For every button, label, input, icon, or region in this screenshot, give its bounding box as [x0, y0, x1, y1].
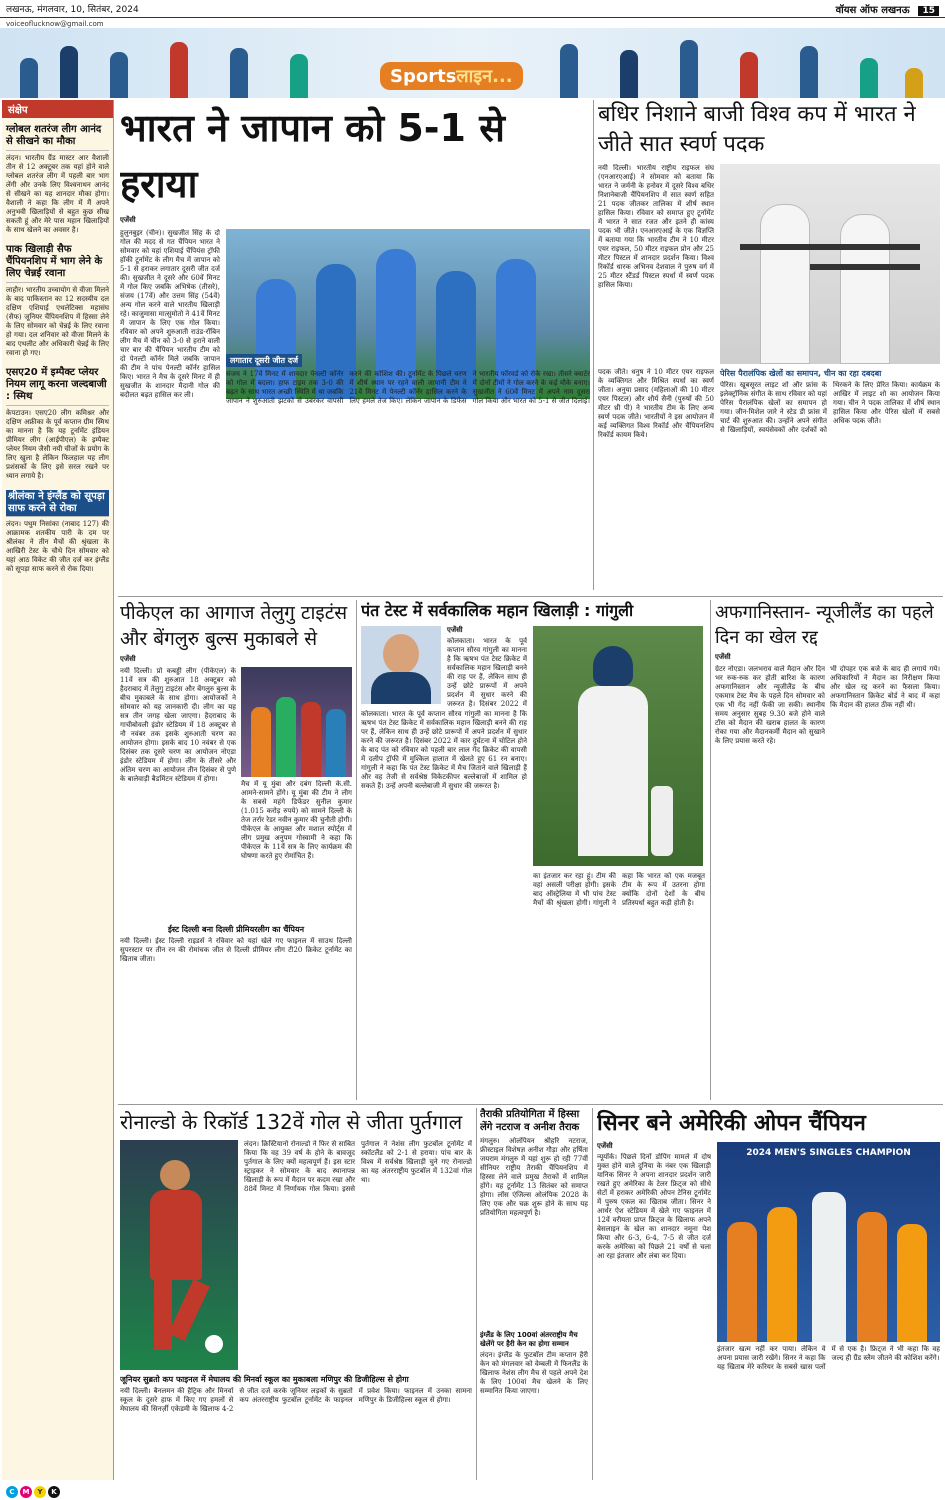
- paralympics-text: पेरिस। खूबसूरत लाइट शो और फ्रांस के इलेक्ट्रॉनिक संगीत के साथ रविवार को यहां पेरिस पैरालंपिक खेलों का समापन हो गया। जीन-मिशेल जारे ने स्टेड डी फ्रांस में चार्ट की शुरुआत की। उन्होंने अपने संगीत से खिलाड़ियों, स्वयंसेवकों और दर्शकों को थिरकने के लिए प्रेरित किया। कार्यक्रम के आखिर में लाइट शो का आयोजन किया गया। चीन ने पदक तालिका में शीर्ष स्थान हासिल किया और पेरिस खेलों में सबसे अधिक पदक जीते।: [720, 381, 940, 434]
- brief-headline: ग्लोबल शतरंज लीग आनंद से सीखने का मौका: [6, 124, 109, 151]
- brief-headline: एसए20 में इम्पैक्ट प्लेयर नियम लागू करना जल्दबाजी : स्मिथ: [6, 367, 109, 406]
- sinner-headline: सिनर बने अमेरिकी ओपन चैंपियन: [597, 1111, 866, 1136]
- ganguly-text-full: कोलकाता। भारत के पूर्व कप्तान सौरव गांगुली का मानना है कि ऋषभ पंत टेस्ट क्रिकेट में सर्वकालिक महान खिलाड़ी बनने की राह पर हैं, लेकिन साथ ही उन्हें छोटे प्रारूपों में अपने प्रदर्शन में सुधार करने की जरूरत है। दिसंबर 2022 में कार दुर्घटना में चोटिल होने के बाद पंत को रविवार को पहली बार लाल गेंद क्रिकेट की वापसी में दलीप ट्रॉफी में मुश्किल हालात में खेलते हुए 61 रन बनाए। गांगुली ने कहा कि पंत टेस्ट क्रिकेट में मैच जिताने वाले खिलाड़ी हैं और वह तेजी से सर्वश्रेष्ठ विकेटकीपर बल्लेबाजों में शामिल हो सकते हैं। उन्हें अपनी बल्लेबाजी में सुधार की जरूरत है।: [361, 710, 527, 790]
- ganguly-agency: एजेंसी: [447, 626, 463, 634]
- banner-figure: [230, 48, 248, 98]
- kabaddi-headline: पीकेएल का आगाज तेलुगु टाइटंस और बेंगलुरु बुल्स मुकाबले से: [120, 602, 348, 650]
- subroto-subhead: जूनियर सुब्रतो कप फाइनल में मेघालय की मिनर्वा स्कूल का मुकाबला मणिपुर की डिजीहिल्स से होगा: [120, 1375, 409, 1384]
- banner-figure: [800, 46, 818, 98]
- section-rule: [118, 596, 943, 597]
- banner-figure: [290, 54, 308, 98]
- sinner-story: [597, 1108, 940, 1480]
- column-rule: [593, 100, 594, 590]
- section-title-a: Sports: [390, 66, 457, 87]
- website: voiceoflucknow@gmail.com: [6, 20, 104, 28]
- banner-figure: [860, 58, 878, 98]
- afg-headline: अफगानिस्तान- न्यूजीलैंड का पहले दिन का खेल रद्द: [715, 602, 934, 648]
- sinner-text-2: इंतजार खत्म नहीं कर पाया। लेकिन वे अपना प्रयास जारी रखेंगे। सिनर ने कहा कि यह खिताब मेरे करियर के सबसे खास पलों में से एक है। फ्रिट्ज ने भी कहा कि वह जल्द ही ग्रैंड स्लैम जीतने की कोशिश करेंगे।: [717, 1345, 940, 1371]
- dpl-text: नयी दिल्ली। ईस्ट दिल्ली राइडर्स ने रविवार को यहां खेले गए फाइनल में साउथ दिल्ली सुपरस्टार पर तीन रन की रोमांचक जीत से दिल्ली प्रीमियर लीग टी20 क्रिकेट टूर्नामेंट का खिताब जीता।: [120, 937, 352, 963]
- sinner-photo: [717, 1142, 940, 1342]
- column-rule: [592, 1108, 593, 1480]
- subroto-text: नयी दिल्ली। बैनलमन की हैट्रिक और मिनर्वा स्कूल के दूसरे हाफ में किए गए हमलों से मेघालय की सिनर्ज़ी एकेडमी के खिलाफ 4-2 से जीत दर्ज करके जूनियर लड़कों के सुब्रतो कप अंतरराष्ट्रीय फुटबॉल टूर्नामेंट के फाइनल में प्रवेश किया। फाइनल में उनका सामना मणिपुर के डिजीहिल्स स्कूल से होगा।: [120, 1387, 472, 1413]
- brief-column: [2, 100, 114, 1480]
- kane-text: लंदन। इंग्लैंड के फुटबॉल टीम कप्तान हैरी केन को मंगलवार को वेम्बली में फिनलैंड के खिलाफ नेशंस लीग मैच से पहले अपने देश के लिए 100वां मैच खेलने के लिए सम्मानित किया जाएगा।: [480, 1351, 588, 1395]
- lead-text: हुलुनबुइर (चीन)। सुखजीत सिंह के दो गोल की मदद से गत चैंपियन भारत ने सोमवार को यहां एशियाई चैंपियंस ट्रॉफी हॉकी टूर्नामेंट के लीग मैच में जापान को 5-1 से हराकर लगातार दूसरी जीत दर्ज की। सुखजीत ने दूसरे और 60वें मिनट में गोल किए जबकि अभिषेक (तीसरे), संजय (17वें) और उत्तम सिंह (54वें) अन्य गोल करने वाले भारतीय खिलाड़ी रहे। काजुमासा मात्सुमोतो ने 41वें मिनट में जापान के लिए एक गोल किया। रविवार को अपने शुरुआती राउंड-रॉबिन लीग मैच में चीन को 3-0 से हराने वाली चार बार की चैंपियन भारतीय टीम को दो पेनल्टी कॉर्नर मिले जबकि जापान की टीम ने पांच पेनल्टी कॉर्नर हासिल किए। भारत ने मैच के दूसरे मिनट में ही सुखजीत के शानदार मैदानी गोल की बदौलत बढ़त हासिल कर ली।: [120, 229, 220, 399]
- page-number: 15: [918, 6, 939, 16]
- brief-item: [2, 118, 113, 238]
- lead-headline: भारत ने जापान को 5-1 से हराया: [120, 106, 505, 206]
- banner-figure: [680, 40, 698, 98]
- ronaldo-headline: रोनाल्डो के रिकॉर्ड 132वें गोल से जीता पुर्तगाल: [120, 1110, 463, 1134]
- kabaddi-photo: [241, 667, 352, 777]
- ganguly-photo: [361, 626, 441, 704]
- brief-label: संक्षेप: [2, 100, 113, 118]
- ganguly-text-2: का इंतजार कर रहा हूं। टीम की वहां असली परीक्षा होगी। इसके बाद ऑस्ट्रेलिया में भी पांच टेस्ट मैचों की श्रृंखला होगी। गांगुली ने कहा कि भारत को एक मजबूत टीम के रूप में उतरना होगा क्योंकि दोनों देशों के बीच प्रतिस्पर्धा बहुत कड़ी होती है।: [533, 872, 705, 907]
- masthead: [0, 0, 945, 18]
- dpl-subhead: ईस्ट दिल्ली बना दिल्ली प्रीमियरलीग का चैंपियन: [167, 925, 305, 934]
- banner-figure: [905, 68, 923, 98]
- kabaddi-text: नयी दिल्ली। प्रो कबड्डी लीग (पीकेएल) के 11वें सत्र की शुरुआत 18 अक्टूबर को हैदराबाद में तेलुगु टाइटंस और बेंगलुरु बुल्स के बीच मुकाबले के साथ होगा। आयोजकों ने सोमवार को यह जानकारी दी। लीग का यह सत्र तीन जगह खेला जाएगा। हैदराबाद के गाचीबोवली इंडोर स्टेडियम में 18 अक्टूबर से नौ नवंबर तक इसके शुरुआती चरण का आयोजन होगा। इसके बाद 10 नवंबर से एक दिसंबर तक दूसरे चरण का आयोजन नोएडा इंडोर स्टेडियम में होगा। लीग के तीसरे और अंतिम चरण का आयोजन तीन दिसंबर से पुणे के बालेवाड़ी बैडमिंटन स्टेडियम में होगा।: [120, 667, 236, 783]
- ganguly-headline: पंत टेस्ट में सर्वकालिक महान खिलाड़ी : गांगुली: [361, 601, 634, 620]
- sports-banner: [0, 28, 945, 98]
- banner-figure: [20, 58, 38, 98]
- ronaldo-story: [120, 1108, 472, 1480]
- masthead-date: लखनऊ, मंगलवार, 10, सितंबर, 2024: [6, 5, 139, 15]
- column-rule: [710, 600, 711, 1100]
- color-dot-m: M: [20, 1486, 32, 1498]
- color-dot-k: K: [48, 1486, 60, 1498]
- brief-text: लाहौर। भारतीय उच्चायोग से वीजा मिलने के बाद पाकिस्तान का 12 सदस्यीय दल दक्षिण एशियाई एथलेटिक्स महासंघ (सैफ) जूनियर चैंपियनशिप में हिस्सा लेने के लिए सोमवार को चेन्नई के लिए रवाना हो गया। दल शनिवार को वीजा मिलने के बाद एथलीट और अधिकारी चेन्नई के लिए रवाना हो गए।: [6, 286, 109, 357]
- ronaldo-text: लंदन। क्रिस्टियानो रोनाल्डो ने फिर से साबित किया कि वह 39 वर्ष के होने के बावजूद पुर्तगाल के लिए क्यों महत्वपूर्ण हैं। इस स्टार स्ट्राइकर ने सोमवार के बाद स्थानापन्न खिलाड़ी के रूप में मैदान पर कदम रखा और 88वें मिनट में निर्णायक गोल किया। इससे पुर्तगाल ने नेशंस लीग फुटबॉल टूर्नामेंट में स्कॉटलैंड को 2-1 से हराया। पांच बार के विश्व में सर्वश्रेष्ठ खिलाड़ी चुने गए रोनाल्डो का यह अंतरराष्ट्रीय फुटबॉल में 132वां गोल था।: [244, 1140, 472, 1193]
- afg-agency: एजेंसी: [715, 653, 731, 661]
- lead-agency: एजेंसी: [120, 216, 136, 224]
- banner-figure: [740, 52, 758, 98]
- brief-headline: श्रीलंका ने इंग्लैंड को सूपड़ा साफ करने से रोका: [6, 490, 109, 517]
- section-title: [380, 62, 523, 90]
- shooting-text-2: पदक जीते। धनुष ने 10 मीटर एयर राइफल के व्यक्तिगत और मिश्रित स्पर्धा का स्वर्ण जीता। अनुया प्रसाद (महिलाओं की 10 मीटर एयर पिस्टल) और शौर्य सैनी (पुरुषों की 50 मीटर थ्री पी) ने भारतीय टीम के लिए अन्य स्वर्ण पदक जीते। भारतीयों ने इस आयोजन में कई व्यक्तिगत विश्व रिकॉर्ड और चैंपियनशिप रिकॉर्ड कायम किये।: [598, 368, 714, 439]
- shooting-text: नयी दिल्ली। भारतीय राष्ट्रीय राइफल संघ (एनआरएआई) ने सोमवार को बताया कि भारत ने जर्मनी के हनोवर में दूसरे विश्व बधिर निशानेबाजी चैंपियनशिप में सात स्वर्ण सहित 21 पदक जीतकर तालिका में शीर्ष स्थान हासिल किया। रविवार को समाप्त हुए टूर्नामेंट में भारत ने सात रजत और इतने ही कांस्य पदक भी जीते। एनआरएआई के एक विज्ञप्ति में बताया गया कि भारतीय टीम ने 10 मीटर एयर राइफल, 50 मीटर राइफल प्रोन और 25 मीटर पिस्टल में शानदार प्रदर्शन किया। विश्व रिकॉर्ड धारक अभिनव देशवाल ने पुरुष वर्ग में 25 मीटर स्टैंडर्ड पिस्टल स्पर्धा में स्वर्ण पदक हासिल किया।: [598, 164, 714, 289]
- brief-headline: पाक खिलाड़ी सैफ चैंपियनशिप में भाग लेने के लिए चेन्नई रवाना: [6, 244, 109, 283]
- brand-name: वॉयस ऑफ लखनऊ: [835, 4, 910, 16]
- lead-story: [120, 100, 590, 590]
- ganguly-story: [361, 600, 706, 1100]
- kabaddi-text-2: मैच में यू मुंबा और दबंग दिल्ली के.सी. आमने-सामने होंगे। यू मुंबा की टीम ने लीग के सबसे महंगे डिफेंडर सुनील कुमार (1.015 करोड़ रुपये) को सामने दिल्ली के तेज तर्रार रेडर नवीन कुमार की चुनौती होगी। पीकेएल के आयुक्त और मशाल स्पोर्ट्स में लीग प्रमुख अनुपम गोस्वामी ने कहा कि पीकेएल के 11वें सत्र के लिए कार्यक्रम की घोषणा करते हुए रोमांचित हैं।: [241, 780, 352, 860]
- column-rule: [476, 1108, 477, 1480]
- ganguly-text: कोलकाता। भारत के पूर्व कप्तान सौरव गांगुली का मानना है कि ऋषभ पंत टेस्ट क्रिकेट में सर्वकालिक महान खिलाड़ी बनने की राह पर हैं, लेकिन साथ ही उन्हें छोटे प्रारूपों में अपने प्रदर्शन में सुधार करने की जरूरत है। दिसंबर 2022 में: [447, 637, 527, 707]
- swimming-headline: तैराकी प्रतियोगिता में हिस्सा लेंगे नटराज व अनीश तैराक: [480, 1109, 580, 1133]
- sinner-agency: एजेंसी: [597, 1142, 613, 1150]
- sinner-text: न्यूयॉर्क। पिछले दिनों डोपिंग मामले में दोष मुक्त होने वाले दुनिया के नंबर एक खिलाड़ी यानिक सिनर ने अपना शानदार प्रदर्शन जारी रखते हुए अमेरिका के टेलर फ्रिट्ज को सीधे सेटों में हराकर अमेरिकी ओपन टेनिस टूर्नामेंट में पुरुष एकल का खिताब जीता। सिनर ने आर्थर ऐश स्टेडियम में खेले गए फाइनल में 12वें वरीयता प्राप्त फ्रिट्ज के खिलाफ अपने बेसलाइन के खेल का शानदार नमूना पेश किया और 6-3, 6-4, 7-5 से जीत दर्ज करके अमेरिका को पिछले 21 वर्षों से चला आ रहा इंतजार और लंबा कर दिया।: [597, 1153, 711, 1260]
- afg-text-2: भी दोपहर एक बजे के बाद ही लगाये गये। अधिकारियों ने मैदान का निरीक्षण किया और खेल रद्द करने का फैसला किया। अफगानिस्तान क्रिकेट बोर्ड ने बाद में कहा कि मैदान की हालत ठीक नहीं थी।: [830, 665, 940, 709]
- paralympics-subhead: पेरिस पैरालंपिक खेलों का समापन, चीन का रहा दबदबा: [720, 369, 882, 378]
- pant-photo: [533, 626, 703, 866]
- brief-item: [2, 361, 113, 484]
- banner-figure: [60, 46, 78, 98]
- brief-text: लंदन। पथुम निसांका (नाबाद 127) की आक्रामक शतकीय पारी के दम पर श्रीलंका ने तीन मैचों की श्रृंखला के आखिरी टेस्ट के चौथे दिन सोमवार को यहां आठ विकेट की जीत दर्ज कर इंग्लैंड को सूपड़ा साफ करने से रोक दिया।: [6, 520, 109, 573]
- color-dot-y: Y: [34, 1486, 46, 1498]
- brief-text: लंदन। भारतीय ग्रैंड मास्टर आर वैशाली तीन से 12 अक्टूबर तक यहां होने वाले ग्लोबल शतरंज लीग में पहली बार भाग लेंगी और उनके लिए विश्वनाथन आनंद से सीखने का यह शानदार मौका होगा। वैशाली ने कहा कि लीग में मैं अपने अनुभवी खिलाड़ियों से बहुत कुछ सीख सकती हूं और मेरे पास महान खिलाड़ियों के साथ खेलने का अवसर है।: [6, 154, 109, 234]
- shooting-headline: बधिर निशाने बाजी विश्व कप में भारत ने जीते सात स्वर्ण पदक: [598, 102, 916, 157]
- kabaddi-agency: एजेंसी: [120, 655, 136, 663]
- shooters-photo: [720, 164, 940, 364]
- swimming-story: [480, 1108, 588, 1480]
- color-dot-c: C: [6, 1486, 18, 1498]
- section-title-b: लाइन...: [456, 66, 513, 87]
- brief-text: केपटाउन। एसए20 लीग कमिश्नर और दक्षिण अफ्रीका के पूर्व कप्तान ग्रीम स्मिथ का मानना है कि यह टूर्नामेंट इंडियन प्रीमियर लीग (आईपीएल) के इम्पैक्ट प्लेयर नियम जैसी नयी चीजों के प्रयोग के लिए खुला है लेकिन फिलहाल यह लीग प्रशंसकों के लिए इसे सरल रखने पर ध्यान लगाये है।: [6, 409, 109, 480]
- ronaldo-photo: [120, 1140, 238, 1370]
- kabaddi-story: [120, 600, 352, 1100]
- swimming-text: मंगलुरु। ओलंपियन श्रीहरि नटराज, फ्रीस्टाइल विशेषज्ञ अनीश गौड़ा और हर्षिता जयराम मंगलुरु में यहां शुरू हो रही 77वीं सीनियर राष्ट्रीय तैराकी चैंपियनशिप में हिस्सा लेने वाले प्रमुख तैराकों में शामिल होंगे। यह टूर्नामेंट 13 सितंबर को समाप्त होगा। लॉस एंजिल्स ओलंपिक 2028 के लिए एक और चक्र शुरू होने के साथ यह प्रतियोगिता महत्वपूर्ण है।: [480, 1137, 588, 1217]
- afg-text: ग्रेटर नोएडा। जलभराव वाले मैदान और दिन भर रुक-रुक कर होती बारिश के कारण अफगानिस्तान और न्यूजीलैंड के बीच एकमात्र टेस्ट मैच के पहले दिन सोमवार को एक भी गेंद नहीं फेंकी जा सकी। स्थानीय समय अनुसार सुबह 9.30 बजे होने वाले टॉस को मैदान की खराब हालत के कारण रोका गया और मैदानकर्मी मैदान को सुखाने के लिए प्रयास करते रहे।: [715, 665, 825, 745]
- kane-subhead: इंग्लैंड के लिए 100वां अंतरराष्ट्रीय मैच खेलेंगे पर हैरी केन का होगा सम्मान: [480, 1331, 578, 1348]
- afg-story: [715, 600, 940, 1100]
- banner-figure: [560, 44, 578, 98]
- lead-text-2: संजय ने 17वें मिनट में शानदार पेनल्टी कॉर्नर को गोल में बदला। हाफ टाइम तक 3-0 की बढ़त के साथ भारत अच्छी स्थिति में था जबकि जापान ने शुरुआती झटकों से उबरकर वापसी करने की कोशिश की। टूर्नामेंट के पिछले चरण में शीर्ष स्थान पर रहने वाली जापानी टीम ने 21वें मिनट में पेनल्टी कॉर्नर हासिल करने के लिए हमले तेज किए। लेकिन जापान के डिफेंस ने भारतीय फॉरवर्ड को रोके रखा। तीसरे क्वार्टर में दोनों टीमों ने गोल करने के कई मौके बनाए। सुखजीत ने 60वें मिनट में अपने नाम दूसरा गोल किया और भारत को 5-1 से जीत दिलाई।: [226, 370, 590, 405]
- champion-banner: 2024 MEN'S SINGLES CHAMPION: [746, 1148, 911, 1158]
- masthead-brand: [836, 2, 939, 16]
- banner-figure: [170, 42, 188, 98]
- lead-subhead: लगातार दूसरी जीत दर्ज: [226, 354, 302, 367]
- banner-figure: [110, 52, 128, 98]
- color-registration: [0, 1484, 945, 1500]
- banner-figure: [620, 50, 638, 98]
- brief-item: [2, 484, 113, 577]
- shooting-story: [598, 100, 940, 590]
- column-rule: [356, 600, 357, 1100]
- section-rule: [118, 1104, 943, 1105]
- brief-item: [2, 238, 113, 361]
